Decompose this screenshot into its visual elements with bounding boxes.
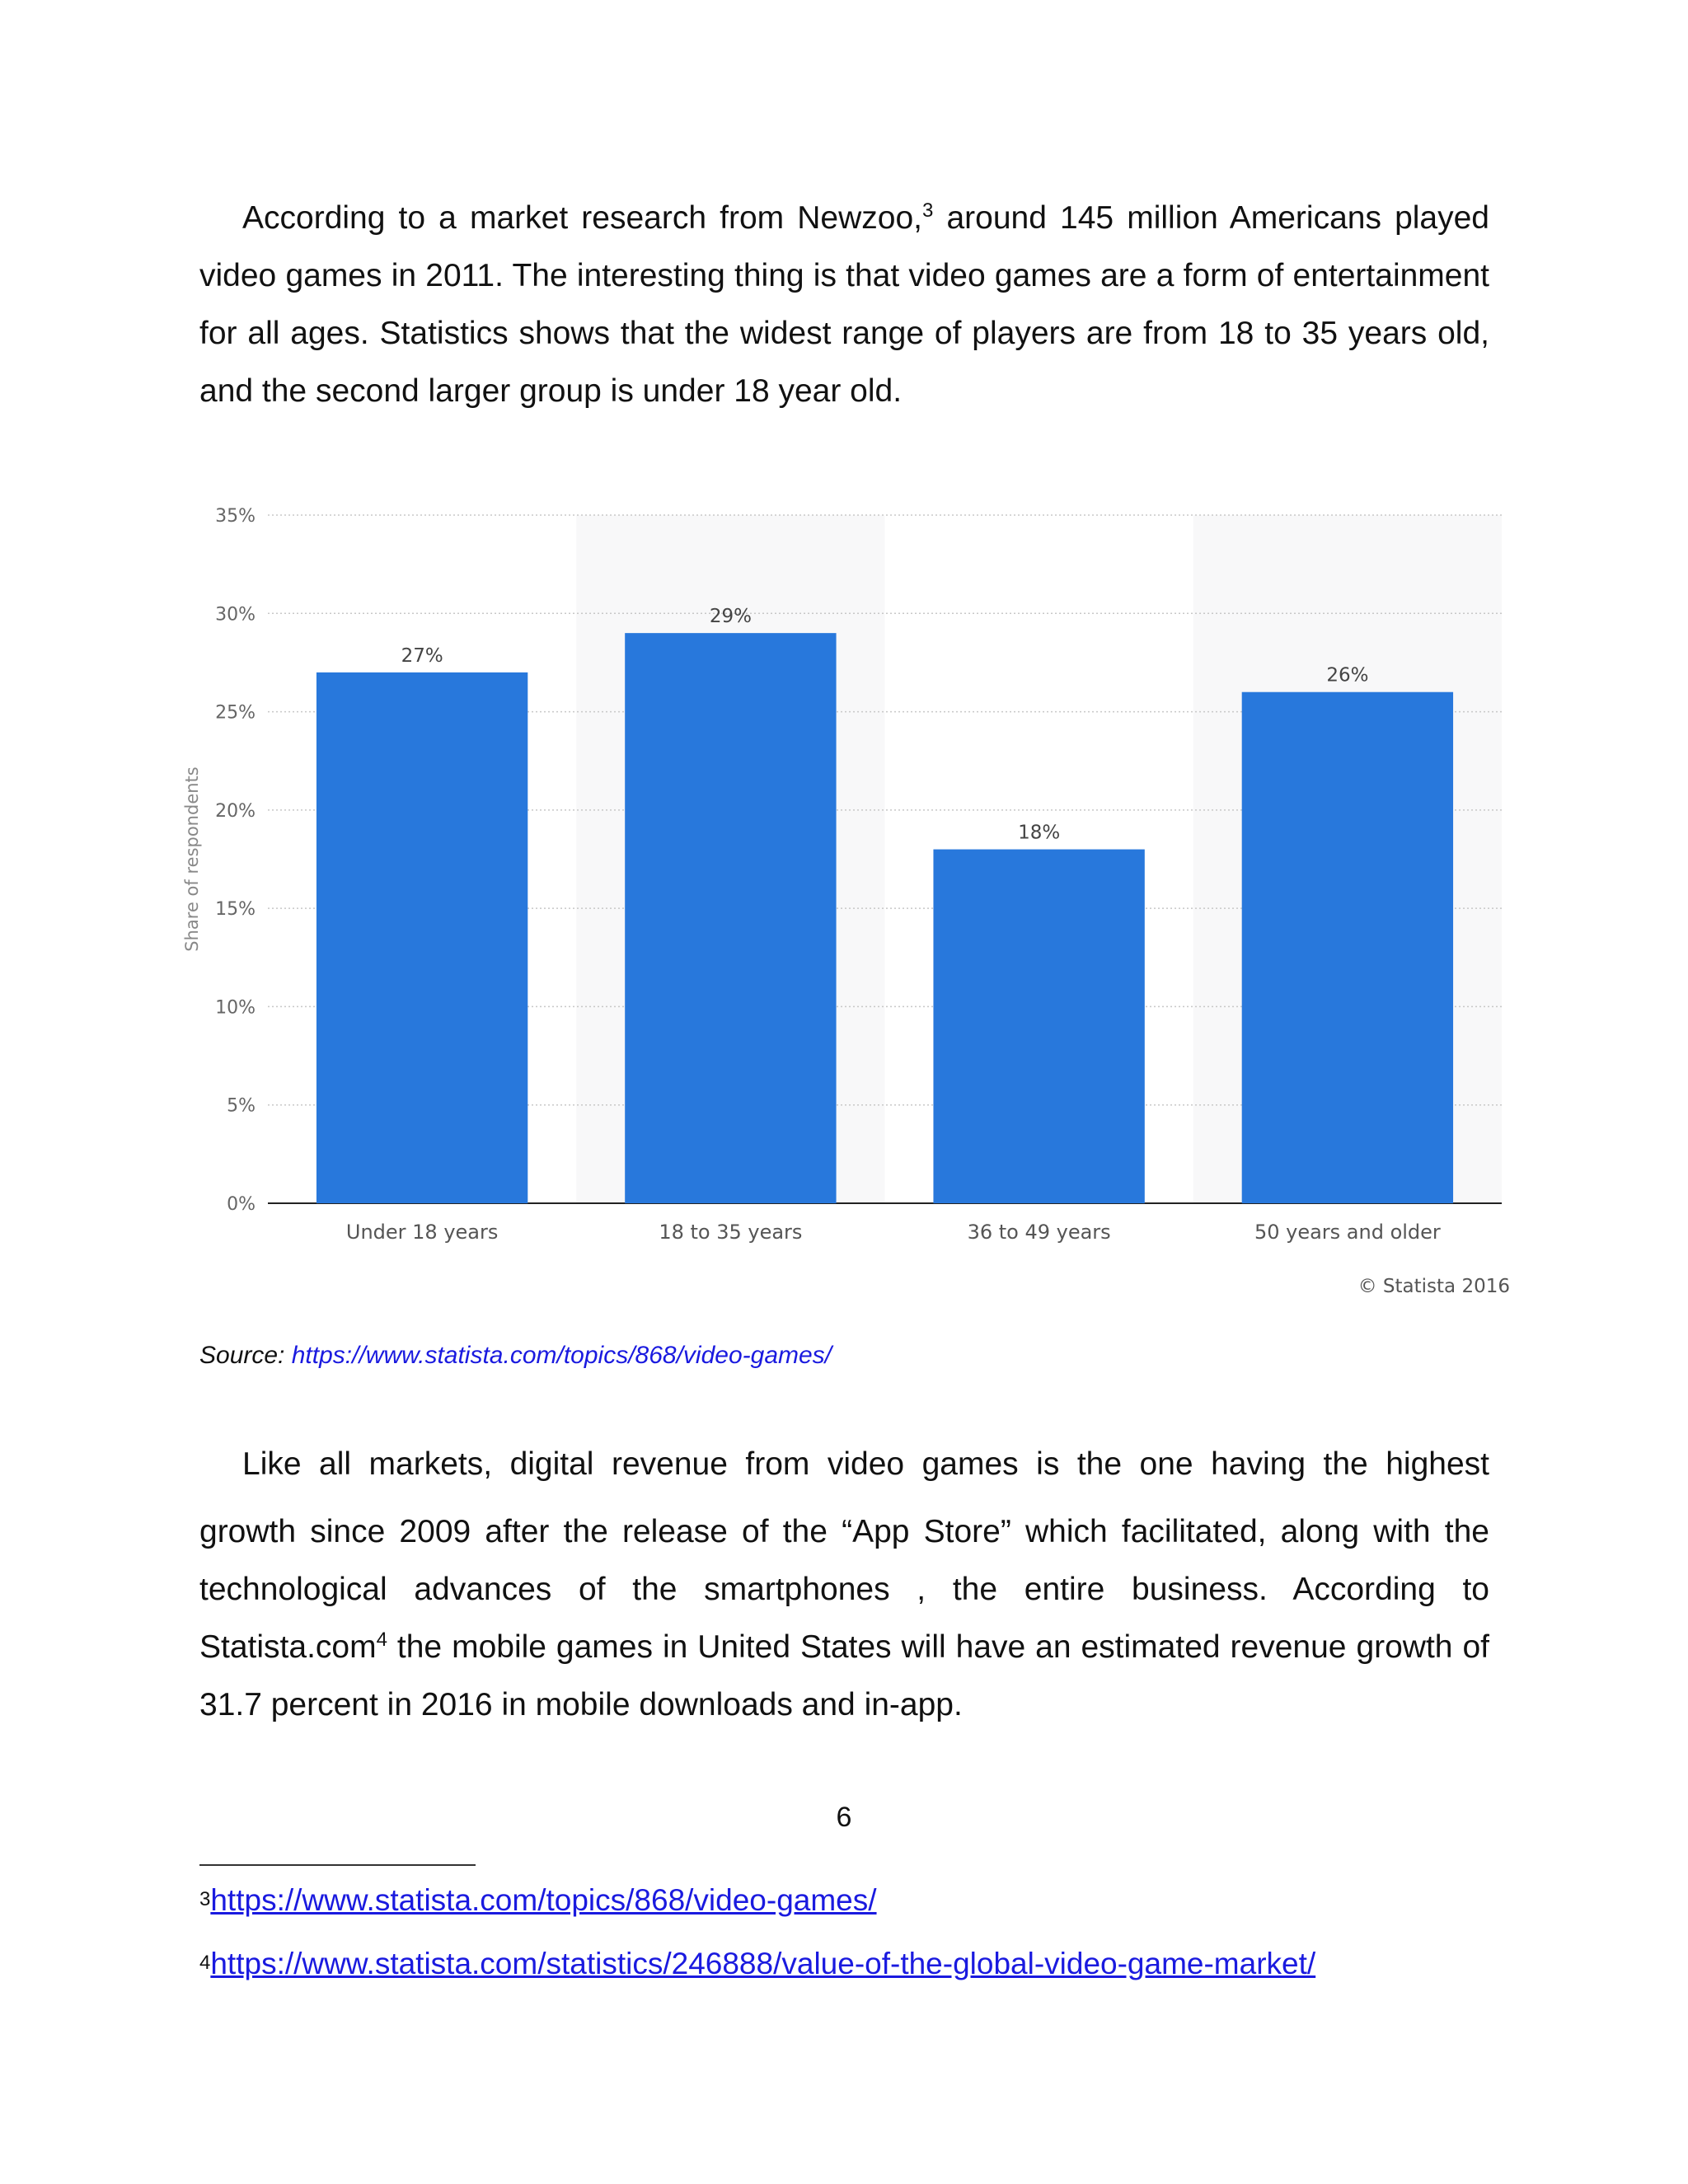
revenue-text-before: growth since 2009 after the release of the “App Store” which facilitated, along with the technological advances of the smartphones , the entire business. According to Statista.com [199,1514,1489,1665]
y-tick-label: 20% [215,800,256,822]
bar-3 [1242,692,1453,1203]
category-label-2: 36 to 49 years [967,1221,1111,1244]
y-tick-label: 15% [215,899,256,921]
chart-credit: © Statista 2016 [1357,1276,1510,1297]
y-tick-label: 35% [215,506,256,527]
footnote-4-link[interactable]: https://www.statista.com/statistics/246888/value-of-the-global-video-game-market/ [210,1947,1316,1980]
footnote-divider [199,1864,476,1866]
y-tick-label: 5% [227,1095,256,1117]
y-tick-label: 25% [215,702,256,724]
revenue-text-after: the mobile games in United States will have an estimated revenue growth of 31.7 percent in 2016 in mobile downloads and in-app. [199,1629,1489,1722]
data-label-1: 29% [709,606,752,628]
footnote-ref-4[interactable]: 4 [376,1629,387,1651]
footnote-ref-3[interactable]: 3 [922,199,934,222]
source-link[interactable]: https://www.statista.com/topics/868/video-games/ [291,1342,832,1369]
footnote-3-marker: 3 [199,1888,211,1910]
y-tick-label: 10% [215,997,256,1019]
intro-text-after: around 145 million Americans played video games in 2011. The interesting thing is that video games are a form of entertainment for all ages. Statistics shows that the widest range of players are from 18 to 35 years old, and the second larger group is under 18 year old. [199,200,1489,409]
data-label-2: 18% [1018,822,1061,844]
page-number: 6 [836,1802,852,1833]
category-label-3: 50 years and older [1254,1221,1441,1244]
category-label-1: 18 to 35 years [659,1221,803,1244]
category-label-0: Under 18 years [345,1221,499,1244]
age-distribution-chart [173,486,1525,1302]
revenue-text-line1: Like all markets, digital revenue from video games is the one having the highest [242,1446,1489,1482]
bar-2 [933,850,1144,1203]
intro-paragraph [199,190,1489,420]
revenue-paragraph [199,1436,1489,1734]
data-label-3: 26% [1326,664,1369,687]
footnote-3-link[interactable]: https://www.statista.com/topics/868/video-games/ [210,1883,877,1917]
y-tick-label: 30% [215,604,256,626]
footnote-4 [199,1947,1315,1981]
source-label: Source: [199,1342,292,1369]
footnote-3 [199,1883,877,1918]
y-tick-label: 0% [227,1194,256,1215]
y-axis-title: Share of respondents [182,766,202,952]
bar-chart-svg [173,486,1525,1302]
intro-text-before: According to a market research from Newzoo, [242,200,923,236]
chart-source [199,1342,832,1370]
bar-0 [316,673,528,1203]
footnote-4-marker: 4 [199,1952,211,1974]
data-label-0: 27% [401,644,443,667]
bar-1 [625,633,836,1203]
